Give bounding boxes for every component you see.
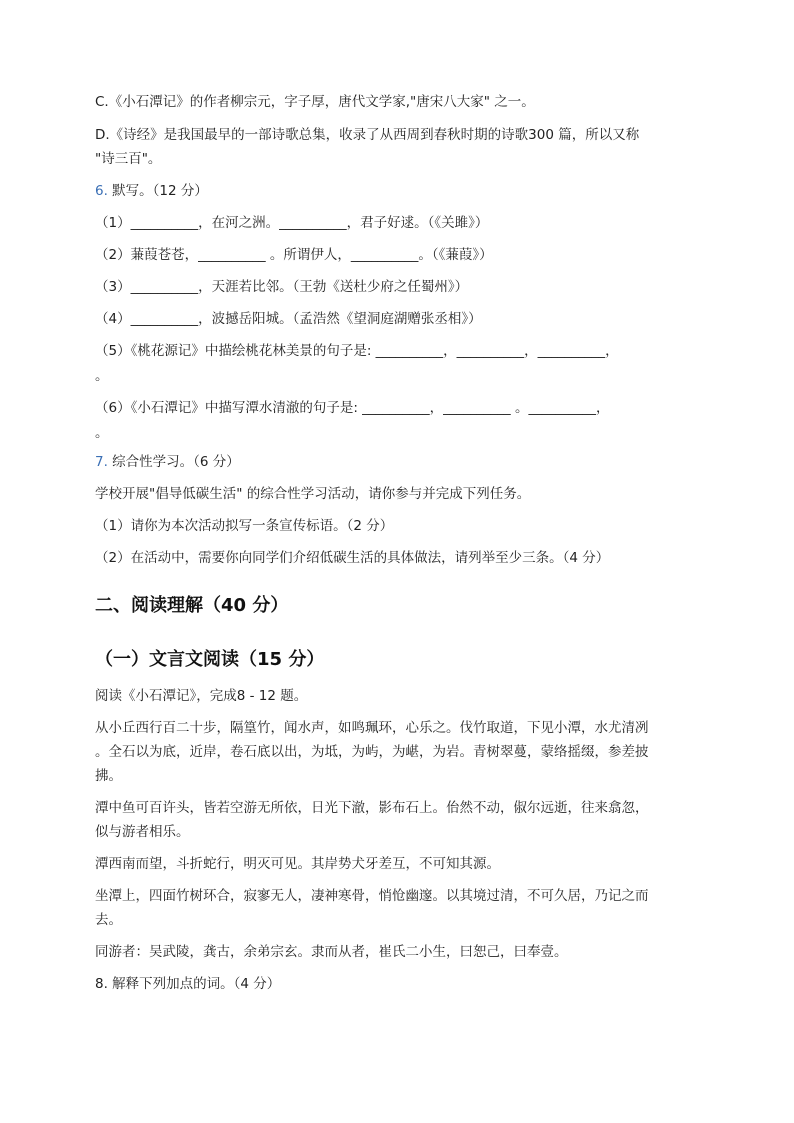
question-6-item-6: （6）《小石潭记》中描写潭水清澈的句子是: __________，__________ 。__________， xyxy=(95,400,610,416)
reading-intro: 阅读《小石潭记》，完成8 - 12 题。 xyxy=(95,688,308,704)
section-2-title: 二、阅读理解（40 分） xyxy=(95,595,289,616)
question-6-item-3: （3）__________，天涯若比邻。（王勃《送杜少府之任蜀州》） xyxy=(95,279,469,295)
question-6-title: 默写。（12 分） xyxy=(107,183,208,199)
question-7-item-1: （1）请你为本次活动拟写一条宣传标语。（2 分） xyxy=(95,518,394,534)
question-7-title: 综合性学习。（6 分） xyxy=(107,454,240,470)
option-d-line1: D.《诗经》是我国最早的一部诗歌总集，收录了从西周到春秋时期的诗歌300 篇，所以又称 xyxy=(95,127,640,143)
question-6-item-5-end: 。 xyxy=(95,368,109,384)
passage-para4-line1: 坐潭上，四面竹树环合，寂寥无人，凄神寒骨，悄怆幽邃。以其境过清，不可久居，乃记之而 xyxy=(95,888,649,904)
question-7-item-2: （2）在活动中，需要你向同学们介绍低碳生活的具体做法，请列举至少三条。（4 分） xyxy=(95,550,610,566)
question-6-item-1: （1）__________，在河之洲。__________，君子好逑。（《关雎》） xyxy=(95,215,489,231)
passage-para1-line1: 从小丘西行百二十步，隔篁竹，闻水声，如鸣珮环，心乐之。伐竹取道，下见小潭，水尤清冽 xyxy=(95,720,649,736)
section-2-subtitle: （一）文言文阅读（15 分） xyxy=(95,649,325,670)
question-7-heading xyxy=(95,450,705,474)
passage-para3: 潭西南而望，斗折蛇行，明灭可见。其岸势犬牙差互，不可知其源。 xyxy=(95,856,500,872)
question-8: 8. 解释下列加点的词。（4 分） xyxy=(95,976,281,992)
passage-para1-line2: 。全石以为底，近岸，卷石底以出，为坻，为屿，为嵁，为岩。青树翠蔓，蒙络摇缀，参差披 xyxy=(95,744,649,760)
passage-para4-line2: 去。 xyxy=(95,912,122,928)
passage-para2-line2: 似与游者相乐。 xyxy=(95,824,190,840)
option-c: C.《小石潭记》的作者柳宗元，字子厚，唐代文学家,"唐宋八大家" 之一。 xyxy=(95,94,535,110)
question-6-item-4: （4）__________，波撼岳阳城。（孟浩然《望洞庭湖赠张丞相》） xyxy=(95,311,482,327)
passage-para1-line3: 拂。 xyxy=(95,768,122,784)
question-7-intro: 学校开展"倡导低碳生活" 的综合性学习活动，请你参与并完成下列任务。 xyxy=(95,486,531,502)
question-6-item-5: （5）《桃花源记》中描绘桃花林美景的句子是: __________，__________，__________， xyxy=(95,343,619,359)
question-7-number: 7. xyxy=(95,454,108,470)
option-d-line2: "诗三百"。 xyxy=(95,151,162,167)
passage-para5: 同游者：吴武陵，龚古，余弟宗玄。隶而从者，崔氏二小生，曰恕己，曰奉壹。 xyxy=(95,944,568,960)
question-6-heading xyxy=(95,179,705,203)
question-6-item-6-end: 。 xyxy=(95,425,109,441)
question-6-item-2: （2）蒹葭苍苍，__________ 。所谓伊人，__________。（《蒹葭》） xyxy=(95,247,493,263)
question-6-number: 6. xyxy=(95,183,108,199)
passage-para2-line1: 潭中鱼可百许头，皆若空游无所依，日光下澈，影布石上。佁然不动，俶尔远逝，往来翕忽， xyxy=(95,800,649,816)
